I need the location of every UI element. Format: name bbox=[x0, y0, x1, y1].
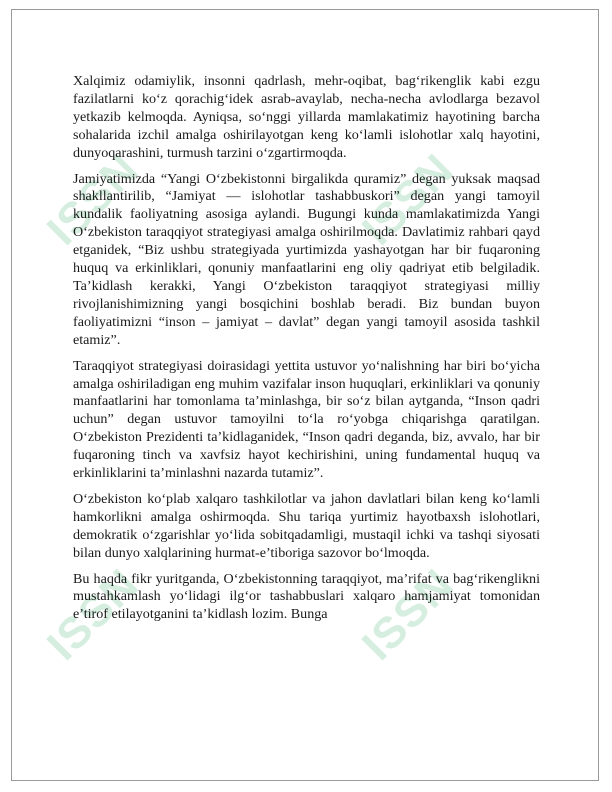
paragraph: Taraqqiyot strategiyasi doirasidagi yettita ustuvor yo‘nalishning har biri bo‘yicha amalga oshiriladigan eng muhim vazifalar inson huquqlari, erkinliklari va qonuniy manfaatlarini har tomonlama ta’minlashga, bir so‘z bilan aytganda, “Inson qadri uchun” degan ustuvor tamoyilni to‘la ro‘yobga chiqarishga qaratilgan. O‘zbekiston Prezidenti ta’kidlaganidek, “Inson qadri deganda, biz, avvalo, har bir fuqaroning tinch va xavfsiz hayot kechirishini, uning fundamental huquq va erkinliklarini ta’minlashni nazarda tutamiz”. bbox=[73, 357, 540, 482]
watermark: ISSN bbox=[352, 144, 464, 255]
watermark: ISSN bbox=[352, 559, 464, 670]
watermark: ISSN bbox=[37, 144, 149, 255]
document-body bbox=[73, 73, 540, 632]
paragraph: O‘zbekiston ko‘plab xalqaro tashkilotlar va jahon davlatlari bilan keng ko‘lamli hamkorlikni amalga oshirmoqda. Shu tariqa yurtimiz hayotbaxsh islohotlari, demokratik o‘zgarishlar yo‘lida sobitqadamligi, mustaqil ichki va tashqi siyosati bilan dunyo xalqlarining hurmat-e’tiboriga sazovor bo‘lmoqda. bbox=[73, 490, 540, 561]
paragraph: Jamiyatimizda “Yangi O‘zbekistonni birgalikda quramiz” degan yuksak maqsad shakllantirilib, “Jamiyat — islohotlar tashabbuskori” degan yangi tamoyil kundalik faoliyatning asosiga aylandi. Bugungi kunda mamlakatimizda Yangi O‘zbekiston taraqqiyot strategiyasi amalga oshirilmoqda. Davlatimiz rahbari qayd etganidek, “Biz ushbu strategiyada yurtimizda yashayotgan har bir fuqaroning huquq va erkinliklari, qonuniy manfaatlarini eng oliy qadriyat etib belgiladik. Ta’kidlash kerakki, Yangi O‘zbekiston taraqqiyot strategiyasi milliy rivojlanishimizning yangi bosqichini boshlab beradi. Biz bundan buyon faoliyatimizni “inson – jamiyat – davlat” degan yangi tamoyil asosida tashkil etamiz”. bbox=[73, 170, 540, 348]
paragraph: Bu haqda fikr yuritganda, O‘zbekistonning taraqqiyot, ma’rifat va bag‘rikenglikni mustahkamlash yo‘lidagi ilg‘or tashabbuslari xalqaro hamjamiyat tomonidan e’tirof etilayotganini ta’kidlash lozim. Bunga bbox=[73, 570, 540, 623]
watermark: ISSN bbox=[37, 559, 149, 670]
paragraph: Xalqimiz odamiylik, insonni qadrlash, mehr-oqibat, bag‘rikenglik kabi ezgu fazilatlarni ko‘z qorachig‘idek asrab-avaylab, necha-necha avlodlarga bezavol yetkazib kelmoqda. Ayniqsa, so‘nggi yillarda mamlakatimiz hayotining barcha sohalarida izchil amalga oshirilayotgan keng ko‘lamli islohotlar xalq hayotini, dunyoqarashini, turmush tarzini o‘zgartirmoqda. bbox=[73, 73, 540, 161]
